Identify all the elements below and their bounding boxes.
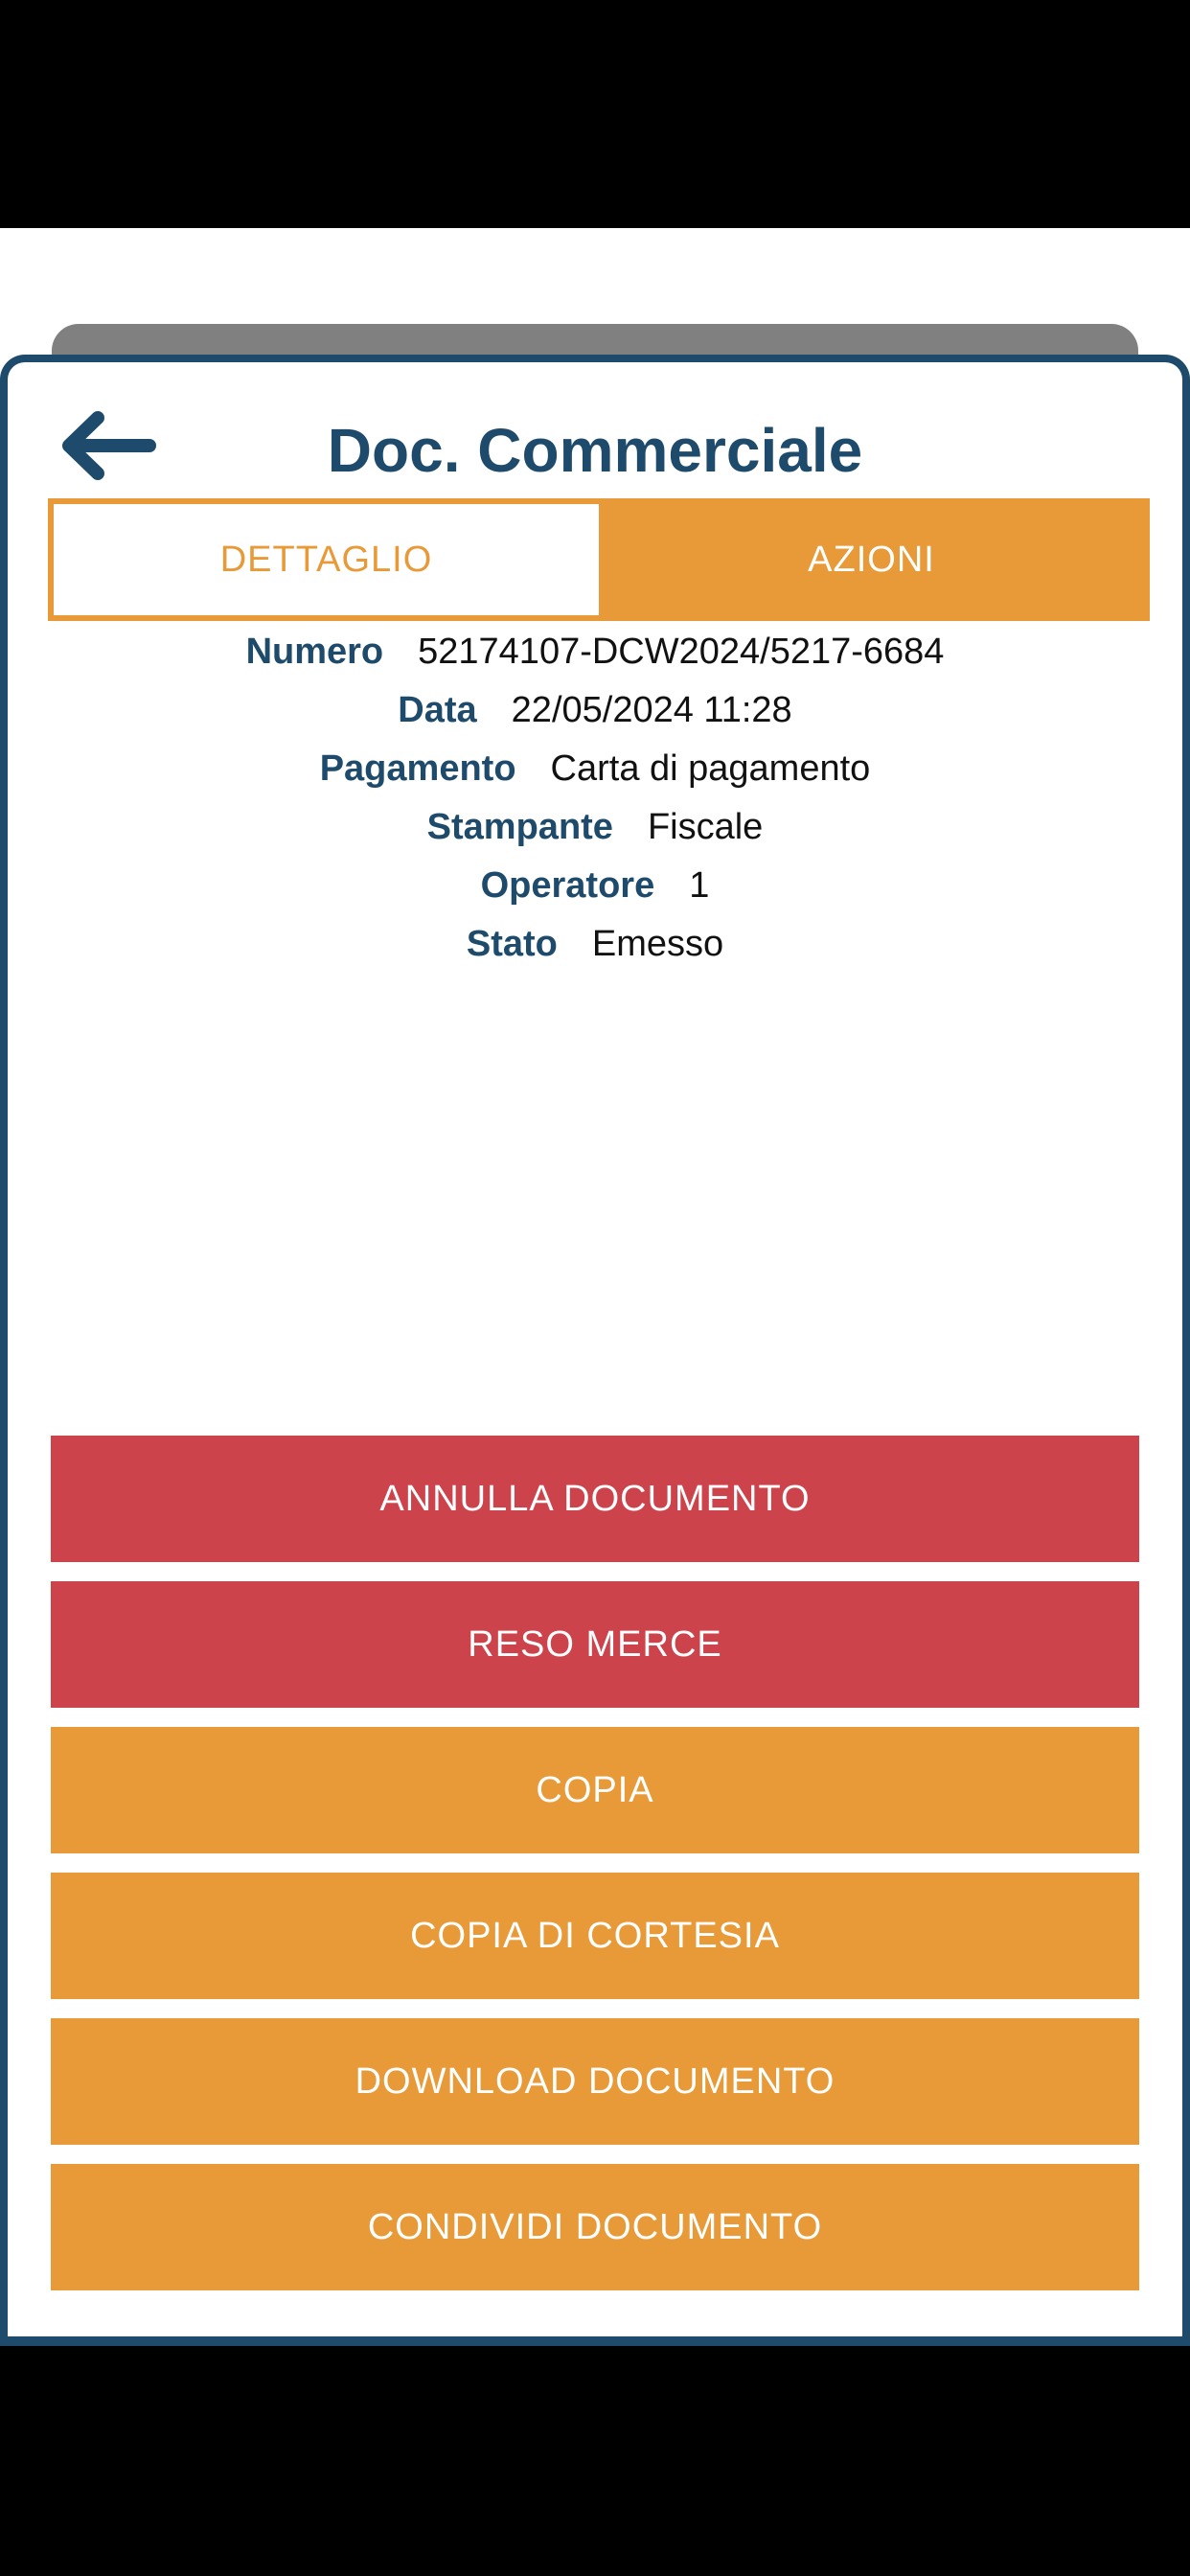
page-title: Doc. Commerciale bbox=[327, 416, 863, 485]
download-documento-button[interactable]: DOWNLOAD DOCUMENTO bbox=[51, 2018, 1139, 2145]
detail-row-stato bbox=[8, 915, 1182, 974]
detail-label: Operatore bbox=[480, 865, 655, 906]
annulla-documento-button[interactable]: ANNULLA DOCUMENTO bbox=[51, 1436, 1139, 1562]
detail-value: Emesso bbox=[591, 924, 724, 964]
detail-label: Stampante bbox=[426, 807, 613, 847]
detail-row-data bbox=[8, 681, 1182, 740]
detail-row-stampante bbox=[8, 798, 1182, 857]
document-details bbox=[8, 623, 1182, 974]
detail-label: Data bbox=[398, 690, 477, 730]
detail-value: Fiscale bbox=[647, 807, 764, 847]
detail-row-numero bbox=[8, 623, 1182, 681]
tab-bar bbox=[48, 498, 1150, 621]
condividi-documento-button[interactable]: CONDIVIDI DOCUMENTO bbox=[51, 2164, 1139, 2290]
detail-value: 22/05/2024 11:28 bbox=[511, 690, 792, 730]
modal-header bbox=[8, 362, 1182, 500]
detail-label: Stato bbox=[466, 924, 558, 964]
tab-dettaglio[interactable]: DETTAGLIO bbox=[54, 504, 599, 615]
document-modal bbox=[0, 355, 1190, 2346]
copia-di-cortesia-button[interactable]: COPIA DI CORTESIA bbox=[51, 1873, 1139, 1999]
tab-azioni[interactable]: AZIONI bbox=[599, 504, 1144, 615]
detail-row-pagamento bbox=[8, 740, 1182, 798]
detail-label: Pagamento bbox=[319, 748, 516, 789]
reso-merce-button[interactable]: RESO MERCE bbox=[51, 1581, 1139, 1708]
detail-value: 1 bbox=[689, 865, 710, 906]
detail-row-operatore bbox=[8, 857, 1182, 915]
detail-value: Carta di pagamento bbox=[550, 748, 871, 789]
detail-value: 52174107-DCW2024/5217-6684 bbox=[418, 632, 945, 672]
copia-button[interactable]: COPIA bbox=[51, 1727, 1139, 1853]
action-buttons bbox=[51, 1436, 1139, 2310]
detail-label: Numero bbox=[245, 632, 384, 672]
